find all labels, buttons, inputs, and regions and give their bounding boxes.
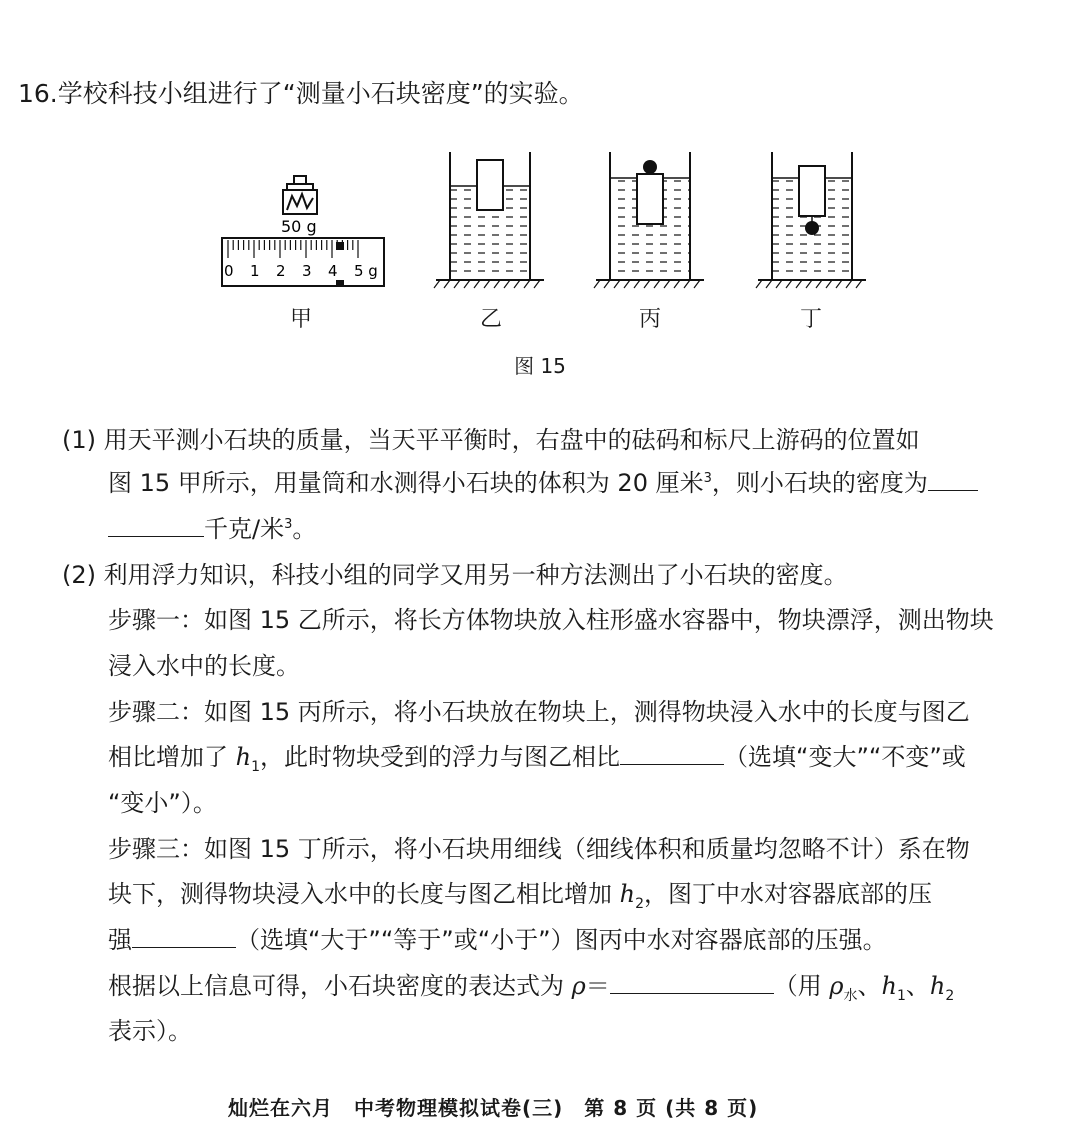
weight-icon: [283, 176, 317, 214]
step1-line1: 步骤一：如图 15 乙所示，将长方体物块放入柱形盛水容器中，物块漂浮，测出物块: [108, 606, 994, 634]
figure-caption: 图 15: [514, 354, 566, 378]
container-bing: [596, 152, 704, 280]
step2-line3: “变小”）。: [108, 789, 217, 817]
part1-number: (1): [62, 426, 96, 454]
part1-line3: 千克/米$^3$。: [108, 509, 316, 544]
panel-label-yi: 乙: [480, 307, 503, 332]
answer-blank-buoyancy[interactable]: [620, 742, 724, 765]
rider-marker: [336, 242, 344, 250]
step3-line1: 步骤三：如图 15 丁所示，将小石块用细线（细线体积和质量均忽略不计）系在物: [108, 835, 970, 863]
rider-marker-bottom: [336, 280, 344, 286]
answer-blank-pressure[interactable]: [132, 925, 236, 948]
conclusion-line2: 表示）。: [108, 1017, 192, 1045]
panel-label-jia: 甲: [290, 307, 313, 332]
step1-line2: 浸入水中的长度。: [108, 652, 300, 680]
scale-tick-label: 2: [276, 262, 286, 280]
container-yi: [436, 152, 544, 280]
scale-tick-label: 3: [302, 262, 312, 280]
panel-label-bing: 丙: [639, 307, 662, 332]
question-text: 学校科技小组进行了“测量小石块密度”的实验。: [57, 79, 584, 108]
weight-label: 50 g: [281, 217, 317, 236]
answer-blank-expression[interactable]: [610, 971, 774, 994]
scale-tick-label: 1: [250, 262, 260, 280]
step2-line1: 步骤二：如图 15 丙所示，将小石块放在物块上，测得物块浸入水中的长度与图乙: [108, 698, 970, 726]
step3-line2: 块下，测得物块浸入水中的长度与图乙相比增加 $h_2$，图丁中水对容器底部的压: [108, 880, 933, 912]
question-title: [18, 74, 584, 110]
part2-intro: (2) 利用浮力知识，科技小组的同学又用另一种方法测出了小石块的密度。: [62, 561, 848, 589]
step2-line2: 相比增加了 $h_1$，此时物块受到的浮力与图乙相比 （选填“变大”“不变”或: [108, 743, 966, 775]
panel-label-ding: 丁: [800, 307, 823, 332]
answer-blank-density-b[interactable]: [108, 514, 204, 537]
part1-line1: (1) 用天平测小石块的质量，当天平平衡时，右盘中的砝码和标尺上游码的位置如: [62, 426, 920, 454]
answer-blank-density-a[interactable]: [928, 468, 978, 491]
scale-tick-label: 0: [224, 262, 234, 280]
stone: [805, 221, 819, 235]
container-ding: [758, 152, 866, 280]
figure-15: [0, 140, 1080, 300]
scale-tick-label: 5 g: [354, 262, 378, 280]
balance-scale-ruler: [222, 238, 384, 286]
part2-number: (2): [62, 561, 96, 589]
step3-line3: 强 （选填“大于”“等于”或“小于”）图丙中水对容器底部的压强。: [108, 926, 887, 954]
scale-tick-label: 4: [328, 262, 338, 280]
question-number: 16.: [18, 79, 58, 108]
page-footer: 灿烂在六月 中考物理模拟试卷(三) 第 8 页 (共 8 页): [228, 1096, 759, 1120]
part1-line2: 图 15 甲所示，用量筒和水测得小石块的体积为 20 厘米$^3$，则小石块的密度为: [108, 463, 978, 498]
conclusion-line1: 根据以上信息可得，小石块密度的表达式为 ρ＝ （用 $\rho_水$、$h_1$、$h_2$: [108, 972, 955, 1004]
stone: [643, 160, 657, 174]
